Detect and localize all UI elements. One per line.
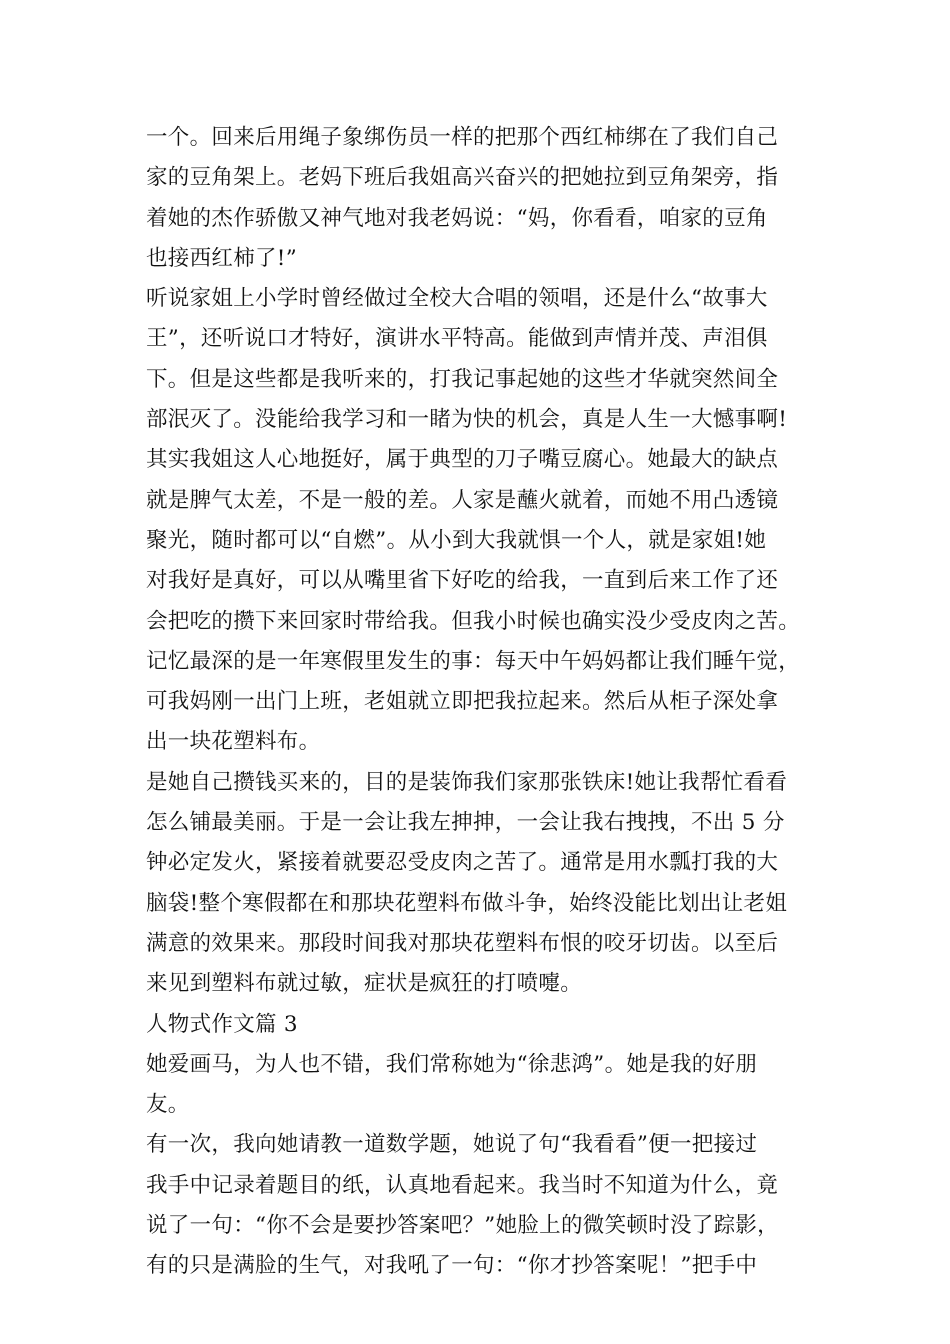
text-line: 怎么铺最美丽。于是一会让我左抻抻，一会让我右拽拽，不出 5 分 [146,810,785,836]
text-line: 来见到塑料布就过敏，症状是疯狂的打喷嚏。 [146,971,583,997]
text-line: 说了一句：“你不会是要抄答案吧？”她脸上的微笑顿时没了踪影， [146,1213,779,1239]
text-line: 友。 [146,1092,190,1118]
text-line: 她爱画马，为人也不错，我们常称她为“徐悲鸿”。她是我的好朋 [146,1051,758,1077]
document-body [146,118,822,1287]
text-line: 我手中记录着题目的纸，认真地看起来。我当时不知道为什么，竟 [146,1172,779,1198]
text-line: 脑袋!整个寒假都在和那块花塑料布做斗争，始终没能比划出让老姐 [146,890,788,916]
text-line: 部泯灭了。没能给我学习和一睹为快的机会，真是人生一大憾事啊! [146,407,788,433]
text-line: 其实我姐这人心地挺好，属于典型的刀子嘴豆腐心。她最大的缺点 [146,447,779,473]
text-line: 有的只是满脸的生气，对我吼了一句：“你才抄答案呢！”把手中 [146,1253,758,1279]
text-line: 着她的杰作骄傲又神气地对我老妈说：“妈，你看看，咱家的豆角 [146,205,768,231]
text-line: 记忆最深的是一年寒假里发生的事：每天中午妈妈都让我们睡午觉， [146,648,801,674]
text-line: 也接西红柿了!” [146,245,298,271]
text-line: 可我妈刚一出门上班，老姐就立即把我拉起来。然后从柜子深处拿 [146,689,779,715]
section-heading: 人物式作文篇 3 [146,1011,298,1037]
text-line: 一个。回来后用绳子象绑伤员一样的把那个西红柿绑在了我们自己 [146,125,779,150]
text-line: 就是脾气太差，不是一般的差。人家是蘸火就着，而她不用凸透镜 [146,487,779,513]
text-line: 听说家姐上小学时曾经做过全校大合唱的领唱，还是什么“故事大 [146,286,768,312]
text-line: 家的豆角架上。老妈下班后我姐高兴奋兴的把她拉到豆角架旁，指 [146,165,779,191]
text-line: 是她自己攒钱买来的，目的是装饰我们家那张铁床!她让我帮忙看看 [146,769,788,795]
text-line: 对我好是真好，可以从嘴里省下好吃的给我，一直到后来工作了还 [146,568,779,594]
text-line: 下。但是这些都是我听来的，打我记事起她的这些才华就突然间全 [146,366,779,392]
text-line: 有一次，我向她请教一道数学题，她说了句“我看看”便一把接过 [146,1132,758,1158]
text-line: 聚光，随时都可以“自燃”。从小到大我就惧一个人，就是家姐!她 [146,527,767,553]
text-line: 会把吃的攒下来回家时带给我。但我小时候也确实没少受皮肉之苦。 [146,608,801,634]
text-line: 出一块花塑料布。 [146,729,321,755]
text-line: 满意的效果来。那段时间我对那块花塑料布恨的咬牙切齿。以至后 [146,930,779,956]
text-line: 钟必定发火，紧接着就要忍受皮肉之苦了。通常是用水瓢打我的大 [146,850,779,876]
text-line: 王”，还听说口才特好，演讲水平特高。能做到声情并茂、声泪俱 [146,326,768,352]
